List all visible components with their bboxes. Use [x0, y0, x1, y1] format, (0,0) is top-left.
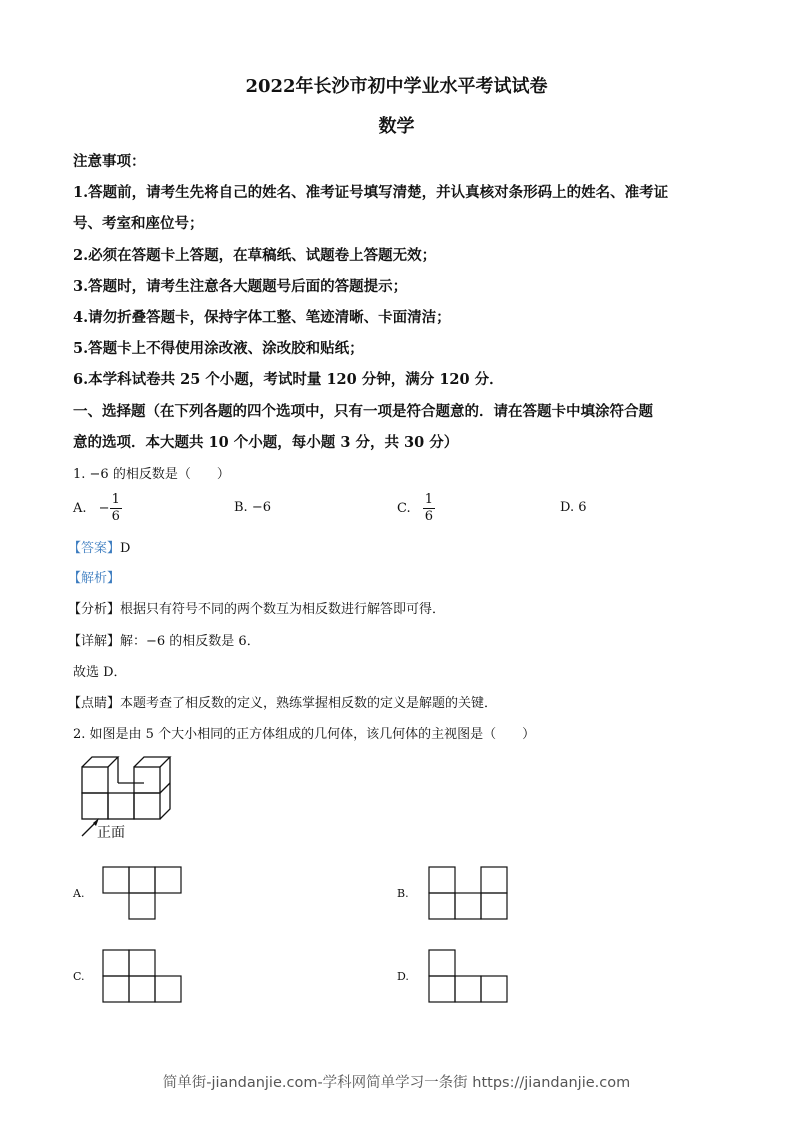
minus-sign: −	[98, 501, 110, 516]
option-label: C.	[397, 501, 411, 516]
fraction	[423, 492, 435, 525]
option-figures	[0, 0, 1, 1]
q1-option-a	[73, 492, 122, 525]
option-a-figure	[103, 867, 181, 919]
subject-title: 数学	[378, 116, 415, 137]
denominator: 6	[111, 509, 120, 524]
note-line: 2.必须在答题卡上答题，在草稿纸、试题卷上答题无效；	[73, 247, 437, 264]
numerator: 1	[424, 492, 434, 507]
numerator: 1	[111, 492, 120, 507]
option-c-figure	[103, 950, 181, 1002]
q2-option-d-label: D.	[397, 970, 409, 983]
note-line: 5.答题卡上不得使用涂改液、涂改胶和贴纸；	[73, 340, 364, 357]
note-line: 3.答题时，请考生注意各大题题号后面的答题提示；	[73, 278, 408, 295]
q2-option-b-label: B.	[397, 887, 409, 900]
section-heading: 一、选择题（在下列各题的四个选项中，只有一项是符合题意的．请在答题卡中填涂符合题	[73, 403, 653, 420]
q1-stem: 1. −6 的相反数是（ ）	[73, 467, 230, 482]
front-label: 正面	[97, 825, 125, 841]
q1-option-c	[397, 492, 435, 525]
q2-option-c-label: C.	[73, 970, 85, 983]
answer-line	[68, 537, 130, 556]
q1-option-d: D. 6	[560, 500, 587, 515]
fraction	[110, 492, 122, 525]
comment-text: 【点睛】本题考查了相反数的定义，熟练掌握相反数的定义是解题的关键．	[68, 696, 498, 711]
choose-text: 故选 D．	[73, 665, 127, 680]
notes-heading: 注意事项：	[73, 153, 146, 170]
footer-watermark: 简单街-jiandanjie.com-学科网简单学习一条街 https://jiandanjie.com	[162, 1075, 631, 1091]
option-label: A.	[73, 501, 87, 516]
denominator: 6	[424, 509, 434, 524]
option-d-figure	[429, 950, 507, 1002]
note-line: 4.请勿折叠答题卡，保持字体工整、笔迹清晰、卡面清洁；	[73, 309, 451, 326]
note-line: 6.本学科试卷共 25 个小题，考试时量 120 分钟，满分 120 分．	[73, 371, 504, 388]
q2-stem: 2. 如图是由 5 个大小相同的正方体组成的几何体，该几何体的主视图是（ ）	[73, 727, 536, 742]
analysis-tag: 【解析】	[68, 571, 121, 586]
answer-value: D	[120, 541, 131, 556]
answer-tag: 【答案】	[68, 541, 121, 556]
note-line: 1.答题前，请考生先将自己的姓名、准考证号填写清楚，并认真核对条形码上的姓名、准考证	[73, 184, 669, 201]
page-title: 2022年长沙市初中学业水平考试试卷	[245, 76, 548, 97]
section-heading: 意的选项．本大题共 10 个小题，每小题 3 分，共 30 分）	[73, 434, 459, 451]
q2-option-a-label: A.	[73, 887, 85, 900]
analysis-text: 【分析】根据只有符号不同的两个数互为相反数进行解答即可得．	[68, 602, 446, 617]
detail-text: 【详解】解：−6 的相反数是 6．	[68, 634, 260, 649]
note-line: 号、考室和座位号；	[73, 215, 204, 232]
option-b-figure	[429, 867, 507, 919]
q1-option-b: B. −6	[234, 500, 271, 515]
